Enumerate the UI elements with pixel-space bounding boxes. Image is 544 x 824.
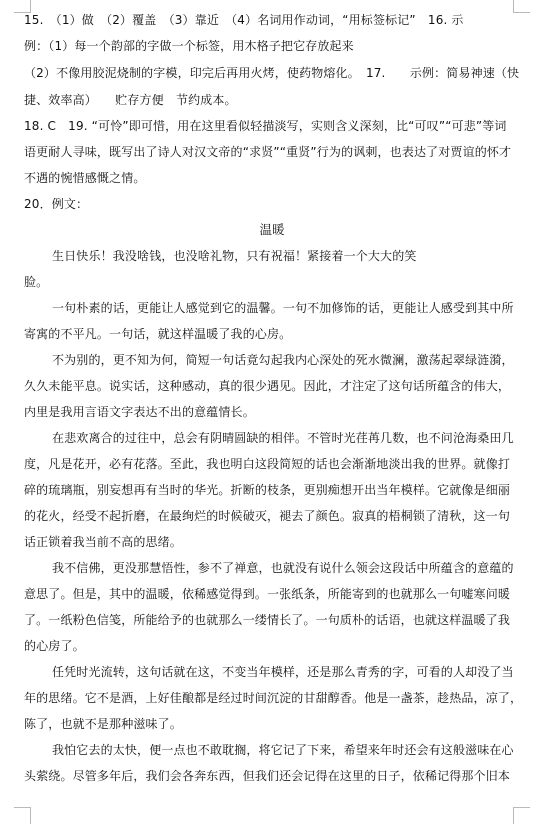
answer-line-16: 例：（1）每一个韵部的字做一个标签，用木格子把它存放起来 bbox=[24, 39, 354, 53]
essay-line: 意思了。但是，其中的温暖，依稀感觉得到。一张纸条，所能寄到的也就那么一句嘘寒问暖 bbox=[24, 587, 511, 601]
essay-line: 内里是我用言语文字表达不出的意蕴情长。 bbox=[24, 405, 255, 419]
answer-line-19: 18. C 19. “可怜”即可惜，用在这里看似轻描淡写，实则含义深刻，比“可叹”“可悲”等词 bbox=[24, 119, 507, 133]
answer-line-16b: （2）不像用胶泥烧制的字模，印完后再用火烤，使药物熔化。 17. 示例：简易神速（快 bbox=[24, 66, 520, 80]
page-corner-mark bbox=[513, 807, 530, 824]
essay-line: 陈了，也就不是那种滋味了。 bbox=[24, 717, 182, 731]
essay-line: 碎的琉璃瓶，别妄想再有当时的华光。折断的枝条，更别痴想开出当年模样。它就像是细丽 bbox=[24, 483, 511, 497]
essay-line: 寄寓的不平凡。一句话，就这样温暖了我的心房。 bbox=[24, 327, 292, 341]
answer-line-19b: 语更耐人寻味，既写出了诗人对汉文帝的“求贤”“重贤”行为的讽刺，也表达了对贾谊的怀才 bbox=[24, 145, 512, 159]
essay-line: 的花火，经受不起折磨，在最绚烂的时候破灭，褪去了颜色。寂真的梧桐锁了清秋，这一句 bbox=[24, 509, 511, 523]
essay-line: 的心房了。 bbox=[24, 639, 85, 653]
essay-line: 任凭时光流转，这句话就在这，不变当年模样，还是那么青秀的字，可看的人却没了当 bbox=[52, 665, 514, 679]
essay-line: 脸。 bbox=[24, 275, 49, 289]
essay-line: 年的思绪。它不是酒，上好佳酿都是经过时间沉淀的甘甜醇香。他是一盏茶，趁热品，凉了， bbox=[24, 691, 523, 705]
answer-line-17: 捷、效率高） 贮存方便 节约成本。 bbox=[24, 93, 237, 107]
essay-line: 度，凡是花开，必有花落。至此，我也明白这段简短的话也会渐渐地淡出我的世界。就像打 bbox=[24, 457, 511, 471]
essay-line: 在悲欢离合的过往中，总会有阴晴圆缺的相伴。不管时光荏苒几数，也不问沧海桑田几 bbox=[52, 431, 514, 445]
answer-line-15: 15. （1）做 （2）覆盖 （3）靠近 （4）名词用作动词，“用标签标记” 16. 示 bbox=[24, 13, 464, 27]
essay-line: 了。一纸粉色信笺，所能给予的也就那么一缕情长了。一句质朴的话语，也就这样温暖了我 bbox=[24, 613, 511, 627]
essay-line: 一句朴素的话，更能让人感觉到它的温馨。一句不加修饰的话，更能让人感受到其中所 bbox=[52, 301, 514, 315]
answer-line-19c: 不遇的惋惜感慨之情。 bbox=[24, 171, 146, 185]
essay-line: 头萦绕。尽管多年后，我们会各奔东西，但我们还会记得在这里的日子，依稀记得那个旧本 bbox=[24, 769, 511, 783]
page-corner-mark bbox=[14, 807, 31, 824]
essay-title: 温暖 bbox=[259, 222, 285, 237]
essay-line: 我怕它去的太快，便一点也不敢耽搁，将它记了下来，希望来年时还会有这般滋味在心 bbox=[52, 743, 514, 757]
essay-line: 久久未能平息。说实话，这种感动，真的很少遇见。因此，才注定了这句话所蕴含的伟大， bbox=[24, 379, 511, 393]
essay-line: 话正锁着我当前不高的思绪。 bbox=[24, 535, 182, 549]
essay-line: 我不信佛，更没那慧悟性，参不了禅意，也就没有说什么领会这段话中所蕴含的意蕴的 bbox=[52, 561, 514, 575]
essay-line: 不为别的，更不知为何，简短一句话竟勾起我内心深处的死水微澜，激荡起翠绿涟漪， bbox=[52, 353, 514, 367]
answer-line-20: 20．例文： bbox=[24, 197, 89, 211]
essay-line: 生日快乐！我没啥钱，也没啥礼物，只有祝福！紧接着一个大大的笑 bbox=[52, 249, 417, 263]
